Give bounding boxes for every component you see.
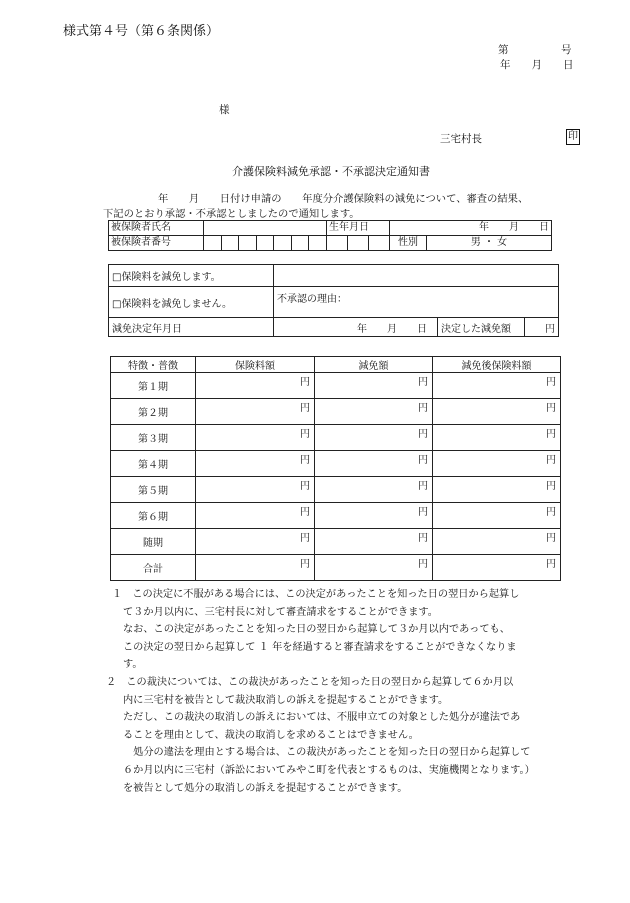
addressee: 様 — [219, 104, 230, 116]
insured-number-digit[interactable] — [369, 236, 390, 251]
period-row — [111, 529, 561, 555]
premium-cell[interactable]: 円 — [196, 451, 315, 477]
reject-checkbox[interactable]: □保険料を減免しません。 — [109, 287, 274, 318]
note-line: この決定の翌日から起算して １ 年を経過すると審査請求をすることができなくなりま — [123, 641, 517, 653]
note-line: ただし、この裁決の取消しの訴えにおいては、不服申立ての対象とした処分が違法であ — [123, 712, 521, 724]
insured-number-digit[interactable] — [327, 236, 348, 251]
note-line: 内に三宅村を被告として裁決取消しの訴えを提起することができます。 — [123, 694, 449, 706]
intro-line-1: 年 月 日付け申請の 年度分介護保険料の減免について、審査の結果、 — [158, 193, 529, 205]
note-line: ることを理由として、裁決の取消しを求めることはできません。 — [123, 729, 419, 741]
reduction-cell[interactable]: 円 — [315, 425, 433, 451]
note-line: す。 — [123, 659, 143, 671]
period-label: 第２期 — [111, 399, 196, 425]
after-cell[interactable]: 円 — [433, 555, 561, 581]
period-row — [111, 399, 561, 425]
header-after: 減免後保険料額 — [433, 357, 561, 373]
period-table — [110, 356, 561, 581]
note-line: て３か月以内に、三宅村長に対して審査請求をすることができます。 — [123, 606, 438, 618]
amount-label: 決定した減免額 — [438, 318, 525, 337]
insured-name-label: 被保険者氏名 — [109, 221, 204, 236]
reduction-cell[interactable]: 円 — [315, 529, 433, 555]
document-number: 第 号 — [498, 44, 572, 56]
note-line: ６か月以内に三宅村（訴訟においてみやこ町を代表とするものは、実施機関となります。） — [123, 764, 535, 776]
gender-value[interactable]: 男 ・ 女 — [427, 236, 552, 251]
period-label: 随期 — [111, 529, 196, 555]
after-cell[interactable]: 円 — [433, 503, 561, 529]
insured-number-digit[interactable] — [309, 236, 327, 251]
after-cell[interactable]: 円 — [433, 477, 561, 503]
insured-number-digit[interactable] — [348, 236, 369, 251]
insured-number-digit[interactable] — [221, 236, 239, 251]
issue-date: 年 月 日 — [500, 59, 574, 71]
premium-cell[interactable]: 円 — [196, 425, 315, 451]
decision-date-label: 減免決定年月日 — [109, 318, 274, 337]
after-cell[interactable]: 円 — [433, 451, 561, 477]
after-cell[interactable]: 円 — [433, 399, 561, 425]
after-cell[interactable]: 円 — [433, 529, 561, 555]
after-cell[interactable]: 円 — [433, 373, 561, 399]
total-row — [111, 555, 561, 581]
premium-cell[interactable]: 円 — [196, 503, 315, 529]
document-title: 介護保険料減免承認・不承認決定通知書 — [232, 165, 430, 178]
header-type: 特徴・普徴 — [111, 357, 196, 373]
insured-number-digit[interactable] — [204, 236, 222, 251]
note-line: 処分の違法を理由とする場合は、この裁決があったことを知った日の翌日から起算して — [123, 747, 531, 759]
note-line: １ この決定に不服がある場合には、この決定があったことを知った日の翌日から起算し — [112, 589, 520, 600]
period-label: 第３期 — [111, 425, 196, 451]
period-label: 合計 — [111, 555, 196, 581]
note-line: を被告として処分の取消しの訴えを提起することができます。 — [123, 782, 408, 794]
premium-cell[interactable]: 円 — [196, 399, 315, 425]
reduction-cell[interactable]: 円 — [315, 555, 433, 581]
premium-cell[interactable]: 円 — [196, 373, 315, 399]
reduction-cell[interactable]: 円 — [315, 399, 433, 425]
premium-cell[interactable]: 円 — [196, 477, 315, 503]
period-row — [111, 477, 561, 503]
decision-date-value[interactable]: 年 月 日 — [274, 318, 438, 337]
insured-number-label: 被保険者番号 — [109, 236, 204, 251]
period-label: 第６期 — [111, 503, 196, 529]
period-label: 第１期 — [111, 373, 196, 399]
insured-number-digit[interactable] — [274, 236, 292, 251]
premium-cell[interactable]: 円 — [196, 555, 315, 581]
period-row — [111, 373, 561, 399]
note-line: なお、この決定があったことを知った日の翌日から起算して３か月以内であっても、 — [123, 624, 510, 636]
period-label: 第４期 — [111, 451, 196, 477]
form-number: 様式第４号（第６条関係） — [63, 24, 220, 39]
insured-number-digit[interactable] — [291, 236, 309, 251]
note-line: ２ この裁決については、この裁決があったことを知った日の翌日から起算して６か月以 — [106, 676, 514, 688]
period-label: 第５期 — [111, 477, 196, 503]
reduction-cell[interactable]: 円 — [315, 477, 433, 503]
reject-reason-label[interactable]: 不承認の理由： — [274, 287, 559, 318]
period-row — [111, 451, 561, 477]
issuer-name: 三宅村長 — [440, 133, 482, 145]
reduction-cell[interactable]: 円 — [315, 503, 433, 529]
insured-number-digit[interactable] — [239, 236, 257, 251]
amount-yen[interactable]: 円 — [525, 318, 559, 337]
gender-label: 性別 — [390, 236, 427, 251]
insured-info-table — [108, 220, 552, 251]
reduction-cell[interactable]: 円 — [315, 373, 433, 399]
header-premium: 保険料額 — [196, 357, 315, 373]
insured-number-digit[interactable] — [256, 236, 274, 251]
notes-section — [106, 586, 592, 797]
approve-checkbox[interactable]: □保険料を減免します。 — [109, 265, 274, 287]
period-row — [111, 503, 561, 529]
reduction-cell[interactable]: 円 — [315, 451, 433, 477]
after-cell[interactable]: 円 — [433, 425, 561, 451]
premium-cell[interactable]: 円 — [196, 529, 315, 555]
blank-cell — [274, 265, 559, 287]
intro-line-2: 下記のとおり承認・不承認としましたので通知します。 — [103, 208, 360, 220]
dob-value[interactable]: 年 月 日 — [390, 221, 552, 236]
header-reduction: 減免額 — [315, 357, 433, 373]
dob-label: 生年月日 — [327, 221, 390, 236]
insured-name-field[interactable] — [204, 221, 327, 236]
seal-mark: 印 — [566, 129, 580, 145]
decision-table — [108, 264, 559, 337]
period-row — [111, 425, 561, 451]
